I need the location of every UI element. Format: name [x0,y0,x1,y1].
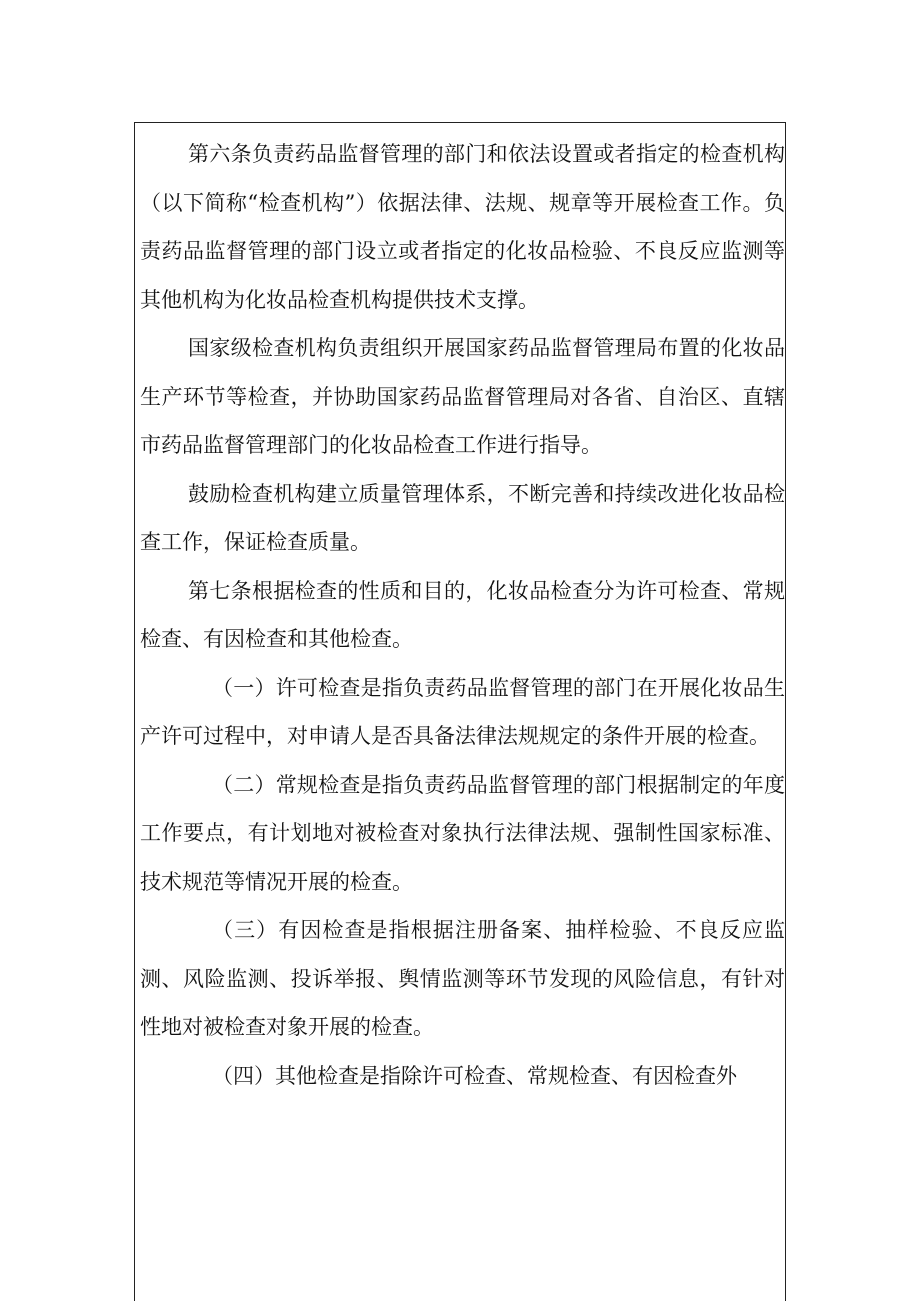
document-body [140,130,785,1100]
article-7-item-1: （一）许可检查是指负责药品监督管理的部门在开展化妆品生产许可过程中，对申请人是否具备法律法规规定的条件开展的检查。 [140,675,785,748]
article-6-paragraph-1: 第六条负责药品监督管理的部门和依法设置或者指定的检查机构（以下简称“检查机构”）依据法律、法规、规章等开展检查工作。负责药品监督管理的部门设立或者指定的化妆品检验、不良反应监测等其他机构为化妆品检查机构提供技术支撑。 [140,142,785,312]
article-6-paragraph-3: 鼓励检查机构建立质量管理体系，不断完善和持续改进化妆品检查工作，保证检查质量。 [140,481,785,554]
article-7-item-4: （四）其他检查是指除许可检查、常规检查、有因检查外 [212,1063,737,1088]
article-7-item-2: （二）常规检查是指负责药品监督管理的部门根据制定的年度工作要点，有计划地对被检查对象执行法律法规、强制性国家标准、技术规范等情况开展的检查。 [140,772,785,894]
article-7-item-3: （三）有因检查是指根据注册备案、抽样检验、不良反应监测、风险监测、投诉举报、舆情监测等环节发现的风险信息，有针对性地对被检查对象开展的检查。 [140,918,785,1039]
article-6-paragraph-2: 国家级检查机构负责组织开展国家药品监督管理局布置的化妆品生产环节等检查，并协助国家药品监督管理局对各省、自治区、直辖市药品监督管理部门的化妆品检查工作进行指导。 [140,336,785,457]
article-7-paragraph-1: 第七条根据检查的性质和目的，化妆品检查分为许可检查、常规检查、有因检查和其他检查。 [140,578,785,651]
